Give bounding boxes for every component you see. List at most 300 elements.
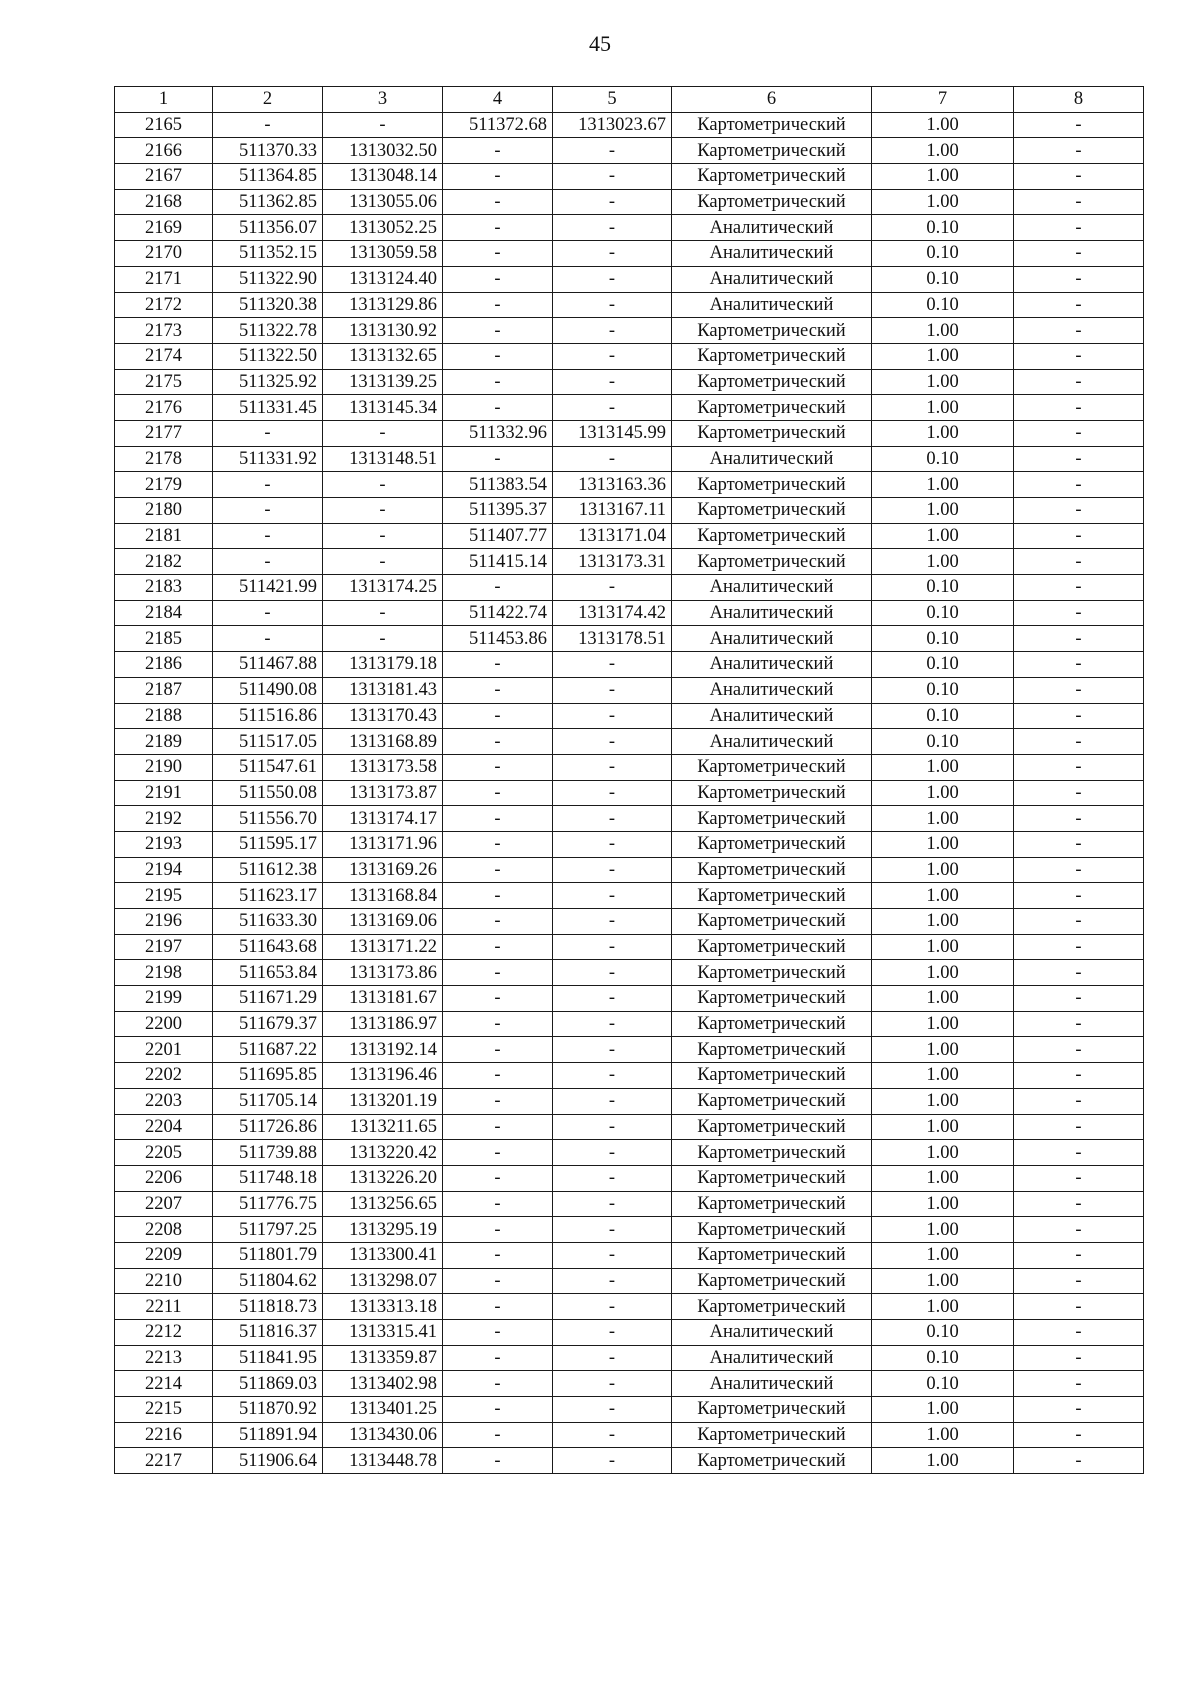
table-row <box>115 1371 1144 1397</box>
table-cell: 511891.94 <box>213 1422 323 1448</box>
table-cell: 0.10 <box>872 600 1014 626</box>
table-cell: 1.00 <box>872 498 1014 524</box>
table-cell: 1313130.92 <box>323 318 443 344</box>
table-header-cell: 1 <box>115 87 213 113</box>
table-cell: - <box>443 292 553 318</box>
table-row <box>115 1268 1144 1294</box>
table-cell: 511325.92 <box>213 369 323 395</box>
table-cell: - <box>1014 806 1144 832</box>
table-cell: - <box>1014 1294 1144 1320</box>
table-cell: 511331.92 <box>213 446 323 472</box>
table-cell: 2215 <box>115 1397 213 1423</box>
table-cell: Картометрический <box>672 1114 872 1140</box>
table-cell: 2190 <box>115 754 213 780</box>
table-row <box>115 1320 1144 1346</box>
table-cell: 1.00 <box>872 1217 1014 1243</box>
table-cell: - <box>1014 112 1144 138</box>
table-cell: 2181 <box>115 523 213 549</box>
table-cell: - <box>1014 189 1144 215</box>
table-row <box>115 652 1144 678</box>
table-cell: Картометрический <box>672 806 872 832</box>
table-cell: - <box>443 189 553 215</box>
table-cell: - <box>553 986 672 1012</box>
table-cell: 1313163.36 <box>553 472 672 498</box>
table-cell: 0.10 <box>872 652 1014 678</box>
table-cell: 511547.61 <box>213 754 323 780</box>
table-cell: - <box>443 909 553 935</box>
table-cell: - <box>443 986 553 1012</box>
table-cell: - <box>553 1345 672 1371</box>
table-cell: 1313226.20 <box>323 1165 443 1191</box>
table-cell: 1.00 <box>872 420 1014 446</box>
table-cell: - <box>443 1397 553 1423</box>
table-cell: 1313448.78 <box>323 1448 443 1474</box>
table-cell: 511322.50 <box>213 343 323 369</box>
table-cell: 2204 <box>115 1114 213 1140</box>
table-cell: 0.10 <box>872 677 1014 703</box>
table-cell: 2186 <box>115 652 213 678</box>
table-cell: 1313201.19 <box>323 1088 443 1114</box>
table-cell: Аналитический <box>672 1320 872 1346</box>
table-cell: - <box>323 523 443 549</box>
table-cell: 511407.77 <box>443 523 553 549</box>
table-cell: 511322.90 <box>213 266 323 292</box>
table-cell: 1.00 <box>872 780 1014 806</box>
table-cell: - <box>1014 909 1144 935</box>
table-cell: 511550.08 <box>213 780 323 806</box>
table-cell: - <box>1014 215 1144 241</box>
table-cell: 511595.17 <box>213 831 323 857</box>
table-cell: 1.00 <box>872 883 1014 909</box>
table-row <box>115 626 1144 652</box>
table-cell: Картометрический <box>672 1268 872 1294</box>
table-cell: Картометрический <box>672 960 872 986</box>
table-cell: 0.10 <box>872 241 1014 267</box>
table-cell: Картометрический <box>672 1397 872 1423</box>
table-cell: Аналитический <box>672 1371 872 1397</box>
table-cell: 1313300.41 <box>323 1242 443 1268</box>
table-cell: - <box>1014 138 1144 164</box>
table-cell: 1.00 <box>872 1448 1014 1474</box>
table-row <box>115 215 1144 241</box>
table-row <box>115 1242 1144 1268</box>
table-row <box>115 395 1144 421</box>
table-cell: 2198 <box>115 960 213 986</box>
table-cell: 2177 <box>115 420 213 446</box>
table-cell: 1.00 <box>872 1140 1014 1166</box>
table-cell: 1.00 <box>872 1191 1014 1217</box>
table-cell: 2165 <box>115 112 213 138</box>
table-cell: 2193 <box>115 831 213 857</box>
table-cell: 511332.96 <box>443 420 553 446</box>
table-cell: 1313181.67 <box>323 986 443 1012</box>
table-cell: - <box>443 266 553 292</box>
table-cell: Картометрический <box>672 1242 872 1268</box>
table-cell: - <box>443 831 553 857</box>
table-cell: Аналитический <box>672 626 872 652</box>
table-cell: 511797.25 <box>213 1217 323 1243</box>
table-cell: Картометрический <box>672 395 872 421</box>
table-cell: 1313211.65 <box>323 1114 443 1140</box>
table-cell: - <box>553 909 672 935</box>
table-row <box>115 1345 1144 1371</box>
table-row <box>115 1422 1144 1448</box>
table-cell: 511322.78 <box>213 318 323 344</box>
table-cell: 1313402.98 <box>323 1371 443 1397</box>
table-cell: 2188 <box>115 703 213 729</box>
table-cell: 2170 <box>115 241 213 267</box>
table-cell: 1.00 <box>872 831 1014 857</box>
table-row <box>115 420 1144 446</box>
table-cell: - <box>443 1140 553 1166</box>
table-cell: Картометрический <box>672 472 872 498</box>
table-cell: 1313171.96 <box>323 831 443 857</box>
table-cell: - <box>1014 934 1144 960</box>
table-cell: - <box>1014 600 1144 626</box>
table-cell: 511556.70 <box>213 806 323 832</box>
table-cell: 1.00 <box>872 754 1014 780</box>
table-cell: - <box>443 1063 553 1089</box>
table-cell: 1.00 <box>872 986 1014 1012</box>
table-cell: Картометрический <box>672 1294 872 1320</box>
table-cell: 511395.37 <box>443 498 553 524</box>
table-cell: 2183 <box>115 575 213 601</box>
table-cell: - <box>323 600 443 626</box>
table-row <box>115 934 1144 960</box>
table-cell: - <box>1014 472 1144 498</box>
table-cell: 511687.22 <box>213 1037 323 1063</box>
table-cell: - <box>553 934 672 960</box>
table-cell: 0.10 <box>872 446 1014 472</box>
table-cell: 1.00 <box>872 1063 1014 1089</box>
table-cell: - <box>553 1294 672 1320</box>
table-cell: - <box>1014 164 1144 190</box>
table-body <box>115 87 1144 1474</box>
table-cell: 1.00 <box>872 523 1014 549</box>
table-cell: Картометрический <box>672 318 872 344</box>
table-cell: Картометрический <box>672 1011 872 1037</box>
table-cell: 2201 <box>115 1037 213 1063</box>
table-cell: 1.00 <box>872 1114 1014 1140</box>
table-cell: 1313139.25 <box>323 369 443 395</box>
table-cell: - <box>1014 523 1144 549</box>
table-cell: 511372.68 <box>443 112 553 138</box>
table-cell: Картометрический <box>672 164 872 190</box>
table-row <box>115 729 1144 755</box>
table-cell: - <box>443 934 553 960</box>
table-cell: - <box>1014 883 1144 909</box>
table-cell: 2171 <box>115 266 213 292</box>
table-cell: 1313168.89 <box>323 729 443 755</box>
table-cell: Картометрический <box>672 138 872 164</box>
table-cell: - <box>1014 626 1144 652</box>
table-row <box>115 472 1144 498</box>
table-cell: 511739.88 <box>213 1140 323 1166</box>
table-cell: 0.10 <box>872 1320 1014 1346</box>
table-cell: 1.00 <box>872 318 1014 344</box>
table-cell: - <box>1014 1191 1144 1217</box>
table-row <box>115 831 1144 857</box>
table-cell: 2206 <box>115 1165 213 1191</box>
table-cell: Аналитический <box>672 600 872 626</box>
table-cell: Картометрический <box>672 1140 872 1166</box>
table-cell: Аналитический <box>672 729 872 755</box>
table-row <box>115 318 1144 344</box>
table-cell: 511633.30 <box>213 909 323 935</box>
table-cell: 1313171.22 <box>323 934 443 960</box>
table-cell: - <box>443 1165 553 1191</box>
table-cell: 2176 <box>115 395 213 421</box>
table-cell: 2212 <box>115 1320 213 1346</box>
table-cell: 511869.03 <box>213 1371 323 1397</box>
table-cell: 1.00 <box>872 960 1014 986</box>
table-cell: Картометрический <box>672 1191 872 1217</box>
table-cell: - <box>553 1088 672 1114</box>
table-cell: - <box>553 1217 672 1243</box>
table-cell: 2197 <box>115 934 213 960</box>
table-cell: 511726.86 <box>213 1114 323 1140</box>
table-cell: 2195 <box>115 883 213 909</box>
table-cell: - <box>553 446 672 472</box>
table-cell: 511841.95 <box>213 1345 323 1371</box>
table-cell: - <box>553 369 672 395</box>
table-row <box>115 909 1144 935</box>
table-cell: 511370.33 <box>213 138 323 164</box>
table-cell: - <box>1014 549 1144 575</box>
table-cell: 1.00 <box>872 1011 1014 1037</box>
table-cell: - <box>1014 754 1144 780</box>
table-cell: - <box>553 1371 672 1397</box>
table-cell: - <box>553 1397 672 1423</box>
table-cell: 1.00 <box>872 1037 1014 1063</box>
table-row <box>115 960 1144 986</box>
table-cell: - <box>553 1011 672 1037</box>
table-cell: - <box>1014 703 1144 729</box>
table-cell: 1313173.86 <box>323 960 443 986</box>
table-cell: 2199 <box>115 986 213 1012</box>
table-cell: - <box>1014 1217 1144 1243</box>
table-cell: - <box>443 1088 553 1114</box>
table-cell: - <box>323 498 443 524</box>
table-cell: 2168 <box>115 189 213 215</box>
table-cell: - <box>1014 498 1144 524</box>
table-cell: - <box>443 1422 553 1448</box>
table-cell: Картометрический <box>672 112 872 138</box>
table-row <box>115 164 1144 190</box>
table-cell: - <box>553 729 672 755</box>
table-cell: - <box>443 677 553 703</box>
table-cell: 1.00 <box>872 189 1014 215</box>
table-cell: 2205 <box>115 1140 213 1166</box>
table-cell: Картометрический <box>672 1088 872 1114</box>
table-cell: Аналитический <box>672 215 872 241</box>
table-cell: 1313168.84 <box>323 883 443 909</box>
table-cell: - <box>553 883 672 909</box>
table-cell: 1313196.46 <box>323 1063 443 1089</box>
table-header-cell: 6 <box>672 87 872 113</box>
table-cell: - <box>213 523 323 549</box>
table-cell: 2210 <box>115 1268 213 1294</box>
table-cell: 511453.86 <box>443 626 553 652</box>
table-cell: Аналитический <box>672 652 872 678</box>
table-cell: - <box>553 1037 672 1063</box>
table-cell: 511490.08 <box>213 677 323 703</box>
table-cell: Картометрический <box>672 909 872 935</box>
table-cell: Картометрический <box>672 754 872 780</box>
table-cell: - <box>323 549 443 575</box>
table-cell: Картометрический <box>672 857 872 883</box>
table-cell: - <box>553 266 672 292</box>
table-cell: 511331.45 <box>213 395 323 421</box>
table-cell: Картометрический <box>672 1217 872 1243</box>
table-cell: 2180 <box>115 498 213 524</box>
table-cell: - <box>443 1371 553 1397</box>
table-row <box>115 1088 1144 1114</box>
table-cell: 1313129.86 <box>323 292 443 318</box>
table-cell: Аналитический <box>672 292 872 318</box>
table-cell: - <box>1014 729 1144 755</box>
table-cell: - <box>1014 1063 1144 1089</box>
table-cell: 1313124.40 <box>323 266 443 292</box>
table-cell: - <box>553 215 672 241</box>
table-cell: 1313359.87 <box>323 1345 443 1371</box>
table-cell: 1313169.06 <box>323 909 443 935</box>
table-cell: 511801.79 <box>213 1242 323 1268</box>
table-cell: - <box>1014 266 1144 292</box>
table-cell: Картометрический <box>672 1448 872 1474</box>
table-cell: 2185 <box>115 626 213 652</box>
table-cell: Картометрический <box>672 549 872 575</box>
table-cell: - <box>553 1422 672 1448</box>
table-cell: - <box>553 857 672 883</box>
table-header-cell: 7 <box>872 87 1014 113</box>
table-cell: 1313173.87 <box>323 780 443 806</box>
table-cell: - <box>1014 446 1144 472</box>
table-row <box>115 600 1144 626</box>
table-header-cell: 8 <box>1014 87 1144 113</box>
table-cell: Картометрический <box>672 523 872 549</box>
table-cell: - <box>323 420 443 446</box>
table-cell: 511517.05 <box>213 729 323 755</box>
table-cell: Картометрический <box>672 1063 872 1089</box>
table-cell: 2211 <box>115 1294 213 1320</box>
table-header-row <box>115 87 1144 113</box>
table-row <box>115 498 1144 524</box>
table-cell: - <box>553 1165 672 1191</box>
table-cell: 2216 <box>115 1422 213 1448</box>
table-cell: - <box>323 626 443 652</box>
table-cell: - <box>1014 1268 1144 1294</box>
table-cell: - <box>553 1242 672 1268</box>
table-cell: - <box>1014 1165 1144 1191</box>
table-cell: 2213 <box>115 1345 213 1371</box>
table-cell: 2192 <box>115 806 213 832</box>
table-row <box>115 883 1144 909</box>
table-cell: - <box>1014 1345 1144 1371</box>
table-cell: - <box>443 395 553 421</box>
table-cell: 1313295.19 <box>323 1217 443 1243</box>
table-cell: 1313032.50 <box>323 138 443 164</box>
table-row <box>115 1063 1144 1089</box>
table-row <box>115 677 1144 703</box>
table-row <box>115 189 1144 215</box>
table-cell: - <box>1014 1140 1144 1166</box>
table-cell: 511362.85 <box>213 189 323 215</box>
table-cell: 1313055.06 <box>323 189 443 215</box>
table-cell: Картометрический <box>672 1037 872 1063</box>
table-row <box>115 1140 1144 1166</box>
table-cell: - <box>1014 292 1144 318</box>
table-cell: - <box>553 1140 672 1166</box>
table-cell: Картометрический <box>672 1422 872 1448</box>
table-cell: 1313181.43 <box>323 677 443 703</box>
table-cell: Картометрический <box>672 369 872 395</box>
table-cell: 1313132.65 <box>323 343 443 369</box>
table-cell: - <box>1014 1397 1144 1423</box>
table-row <box>115 523 1144 549</box>
table-cell: - <box>213 420 323 446</box>
table-header-cell: 5 <box>553 87 672 113</box>
table-cell: 0.10 <box>872 215 1014 241</box>
table-cell: 1.00 <box>872 369 1014 395</box>
table-cell: 511364.85 <box>213 164 323 190</box>
table-cell: - <box>1014 857 1144 883</box>
table-cell: - <box>1014 369 1144 395</box>
table-cell: 511467.88 <box>213 652 323 678</box>
table-cell: 0.10 <box>872 703 1014 729</box>
table-cell: - <box>443 857 553 883</box>
table-cell: 0.10 <box>872 292 1014 318</box>
table-cell: - <box>1014 986 1144 1012</box>
table-cell: - <box>1014 420 1144 446</box>
table-cell: 1313052.25 <box>323 215 443 241</box>
table-cell: 1.00 <box>872 806 1014 832</box>
table-cell: - <box>213 472 323 498</box>
table-cell: - <box>443 1037 553 1063</box>
table-cell: 2184 <box>115 600 213 626</box>
table-cell: 511816.37 <box>213 1320 323 1346</box>
table-header-cell: 4 <box>443 87 553 113</box>
table-cell: - <box>1014 343 1144 369</box>
table-cell: - <box>443 241 553 267</box>
table-cell: 2187 <box>115 677 213 703</box>
table-row <box>115 1165 1144 1191</box>
table-cell: 511679.37 <box>213 1011 323 1037</box>
table-cell: 1.00 <box>872 857 1014 883</box>
table-row <box>115 754 1144 780</box>
table-cell: 1313178.51 <box>553 626 672 652</box>
table-cell: - <box>553 1063 672 1089</box>
table-cell: - <box>553 189 672 215</box>
table-cell: - <box>1014 1114 1144 1140</box>
table-cell: 1.00 <box>872 1422 1014 1448</box>
table-cell: - <box>443 1242 553 1268</box>
table-cell: - <box>1014 677 1144 703</box>
table-row <box>115 857 1144 883</box>
table-cell: 2209 <box>115 1242 213 1268</box>
table-cell: - <box>443 215 553 241</box>
table-cell: - <box>443 652 553 678</box>
table-cell: 511356.07 <box>213 215 323 241</box>
table-cell: Картометрический <box>672 883 872 909</box>
table-cell: - <box>213 626 323 652</box>
table-cell: Аналитический <box>672 677 872 703</box>
table-cell: 2191 <box>115 780 213 806</box>
table-cell: - <box>213 498 323 524</box>
table-header-cell: 3 <box>323 87 443 113</box>
table-cell: 1313167.11 <box>553 498 672 524</box>
table-cell: 2217 <box>115 1448 213 1474</box>
